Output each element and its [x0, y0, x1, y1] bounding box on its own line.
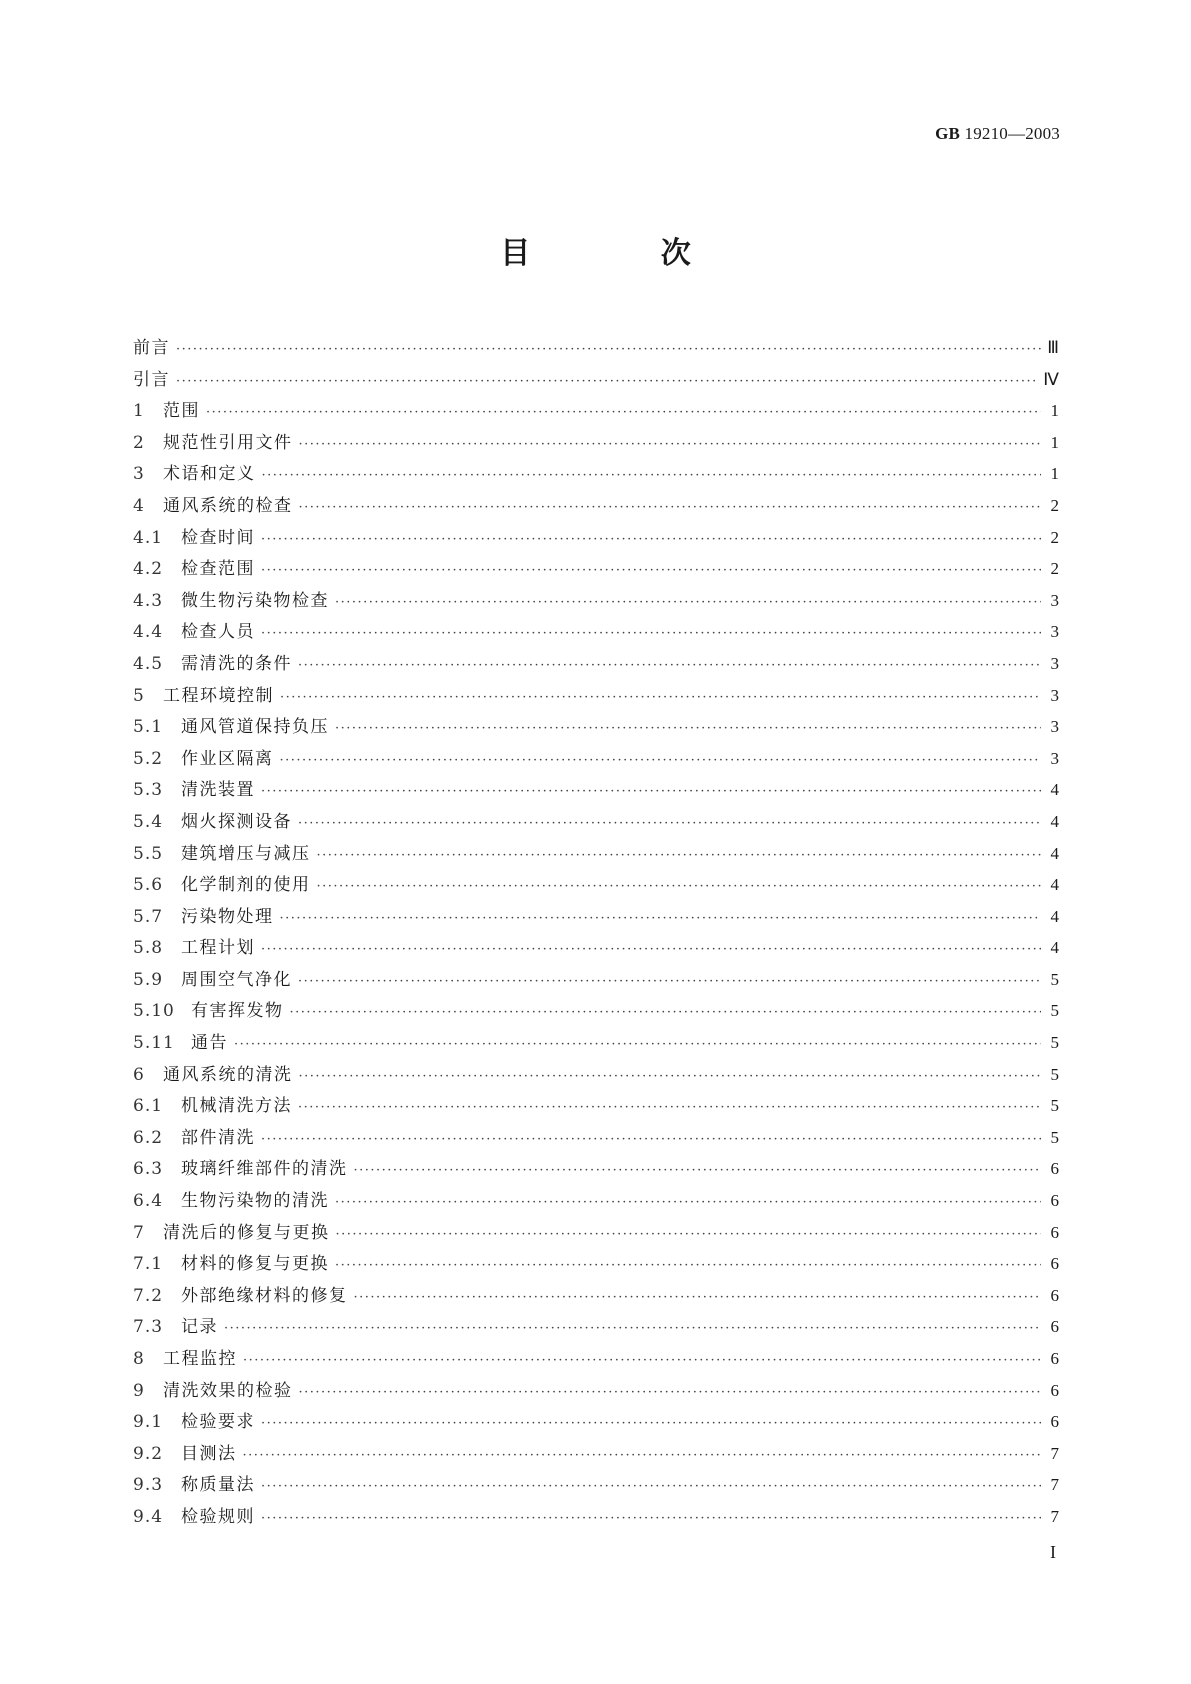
toc-leader-dots [261, 776, 1041, 808]
toc-entry-page: Ⅲ [1047, 338, 1059, 357]
toc-entry-number: 4 [133, 495, 145, 516]
toc-entry-label: 通风系统的清洗 [163, 1064, 293, 1085]
toc-entry-page: 2 [1050, 495, 1059, 515]
toc-leader-dots [298, 808, 1041, 840]
toc-entry[interactable] [133, 490, 1059, 522]
toc-leader-dots [280, 682, 1041, 714]
toc-entry-number: 7 [133, 1222, 145, 1243]
toc-entry[interactable] [133, 869, 1059, 901]
toc-entry-label: 微生物污染物检查 [181, 590, 329, 611]
toc-entry-number: 9.2 [133, 1443, 164, 1464]
toc-entry[interactable] [133, 932, 1059, 964]
toc-entry-number: 5.2 [133, 748, 164, 769]
toc-entry-page: 4 [1050, 906, 1059, 926]
toc-leader-dots [243, 1345, 1041, 1377]
toc-entry[interactable] [133, 1122, 1059, 1154]
toc-leader-dots [336, 1219, 1042, 1251]
toc-entry-label: 外部绝缘材料的修复 [181, 1285, 348, 1306]
toc-entry-label: 需清洗的条件 [181, 653, 292, 674]
toc-entry-page: 6 [1050, 1349, 1059, 1368]
toc-entry[interactable] [133, 680, 1059, 712]
toc-entry-number: 5.10 [133, 1001, 175, 1022]
toc-entry-number: 5.9 [133, 969, 164, 990]
toc-entry-page: 4 [1050, 938, 1059, 958]
toc-entry-page: 6 [1050, 1412, 1059, 1432]
toc-entry-page: 3 [1050, 653, 1059, 673]
toc-entry-page: 4 [1050, 843, 1059, 863]
toc-entry-page: 5 [1050, 1033, 1059, 1053]
toc-entry-label: 周围空气净化 [181, 969, 292, 990]
toc-entry-number: 6.3 [133, 1159, 164, 1180]
toc-entry-number: 7.1 [133, 1254, 164, 1275]
toc-entry[interactable] [133, 1343, 1059, 1375]
toc-entry-number: 4.3 [133, 590, 164, 611]
toc-leader-dots [298, 966, 1041, 998]
toc-entry-page: 6 [1050, 1317, 1059, 1337]
toc-entry[interactable] [133, 806, 1059, 838]
toc-entry-label: 清洗装置 [181, 780, 255, 801]
toc-entry-label: 建筑增压与减压 [181, 843, 311, 864]
toc-entry-label: 作业区隔离 [181, 748, 274, 769]
toc-leader-dots [335, 587, 1041, 619]
toc-entry-number: 4.1 [133, 527, 164, 548]
toc-entry[interactable] [133, 1059, 1059, 1091]
toc-entry[interactable] [133, 1027, 1059, 1059]
toc-entry-number: 1 [133, 401, 145, 422]
toc-entry-label: 通风管道保持负压 [181, 717, 329, 738]
toc-entry-label: 记录 [181, 1317, 218, 1338]
toc-entry-number: 9 [133, 1380, 145, 1401]
toc-entry[interactable] [133, 1311, 1059, 1343]
toc-leader-dots [299, 1377, 1042, 1409]
toc-entry[interactable] [133, 1501, 1059, 1533]
toc-entry-label: 清洗后的修复与更换 [163, 1222, 330, 1243]
toc-entry-page: 1 [1050, 401, 1059, 421]
toc-entry-page: 4 [1050, 811, 1059, 831]
toc-entry-label: 引言 [133, 369, 170, 390]
toc-entry-number: 9.4 [133, 1506, 164, 1527]
toc-entry-label: 检查人员 [181, 622, 255, 643]
toc-entry-number: 9.1 [133, 1412, 164, 1433]
toc-entry[interactable] [133, 332, 1059, 364]
toc-entry-number: 6.4 [133, 1191, 164, 1212]
toc-leader-dots [234, 1029, 1041, 1061]
toc-leader-dots [317, 840, 1042, 872]
toc-leader-dots [261, 1408, 1041, 1440]
toc-entry-page: 5 [1050, 969, 1059, 989]
toc-leader-dots [224, 1313, 1041, 1345]
toc-entry[interactable] [133, 616, 1059, 648]
toc-entry[interactable] [133, 774, 1059, 806]
toc-entry-number: 5 [133, 685, 145, 706]
toc-entry-label: 污染物处理 [181, 906, 274, 927]
toc-entry-label: 通告 [191, 1033, 228, 1054]
toc-entry-number: 4.4 [133, 622, 164, 643]
toc-entry-label: 目测法 [181, 1443, 237, 1464]
toc-entry[interactable] [133, 364, 1059, 396]
toc-entry[interactable] [133, 1090, 1059, 1122]
toc-entry-page: 5 [1050, 1064, 1059, 1084]
toc-entry-page: 3 [1050, 685, 1059, 705]
toc-entry[interactable] [133, 838, 1059, 870]
toc-entry[interactable] [133, 1469, 1059, 1501]
toc-leader-dots [261, 1471, 1041, 1503]
toc-entry-page: 6 [1050, 1191, 1059, 1211]
toc-entry-number: 2 [133, 432, 145, 453]
toc-entry[interactable] [133, 585, 1059, 617]
toc-entry-label: 烟火探测设备 [181, 811, 292, 832]
toc-entry-label: 生物污染物的清洗 [181, 1191, 329, 1212]
toc-entry-number: 7.2 [133, 1285, 164, 1306]
toc-entry[interactable] [133, 522, 1059, 554]
toc-entry-number: 6.2 [133, 1127, 164, 1148]
toc-entry-number: 5.11 [133, 1033, 175, 1054]
toc-entry-label: 玻璃纤维部件的清洗 [181, 1159, 348, 1180]
toc-leader-dots [206, 397, 1041, 429]
toc-entry-label: 前言 [133, 338, 170, 358]
toc-leader-dots [280, 745, 1042, 777]
toc-entry-label: 检查范围 [181, 559, 255, 580]
toc-entry-number: 6.1 [133, 1096, 164, 1117]
toc-entry[interactable] [133, 743, 1059, 775]
toc-entry-page: 7 [1050, 1506, 1059, 1526]
toc-leader-dots [299, 1061, 1042, 1093]
table-of-contents [133, 332, 1059, 1533]
toc-entry-label: 化学制剂的使用 [181, 875, 311, 896]
toc-entry-page: 6 [1050, 1380, 1059, 1400]
toc-entry-label: 范围 [163, 401, 200, 422]
toc-entry[interactable] [133, 964, 1059, 996]
toc-entry[interactable] [133, 648, 1059, 680]
page-title: 目 次 [500, 236, 751, 271]
toc-leader-dots [243, 1440, 1042, 1472]
toc-entry-page: 6 [1050, 1159, 1059, 1179]
toc-entry[interactable] [133, 901, 1059, 933]
toc-leader-dots [317, 871, 1042, 903]
toc-entry[interactable] [133, 1153, 1059, 1185]
toc-entry[interactable] [133, 1217, 1059, 1249]
toc-entry-label: 称质量法 [181, 1475, 255, 1496]
standard-prefix: GB [935, 124, 961, 143]
toc-leader-dots [261, 934, 1041, 966]
toc-entry-label: 工程环境控制 [163, 685, 274, 706]
toc-leader-dots [299, 429, 1042, 461]
toc-entry-label: 工程计划 [181, 938, 255, 959]
toc-leader-dots [280, 903, 1042, 935]
toc-entry-label: 检验要求 [181, 1412, 255, 1433]
toc-entry-page: 2 [1050, 559, 1059, 579]
toc-entry[interactable] [133, 427, 1059, 459]
toc-leader-dots [354, 1155, 1042, 1187]
toc-entry-number: 5.3 [133, 780, 164, 801]
toc-leader-dots [354, 1282, 1042, 1314]
toc-entry-page: 5 [1050, 1001, 1059, 1021]
toc-entry[interactable] [133, 995, 1059, 1027]
toc-leader-dots [261, 555, 1041, 587]
toc-entry-number: 7.3 [133, 1317, 164, 1338]
toc-entry-page: 6 [1050, 1285, 1059, 1305]
toc-entry-label: 检验规则 [181, 1506, 255, 1527]
toc-entry[interactable] [133, 1280, 1059, 1312]
toc-leader-dots [298, 650, 1041, 682]
toc-entry[interactable] [133, 553, 1059, 585]
standard-code: 19210—2003 [964, 124, 1060, 143]
toc-entry-number: 4.2 [133, 559, 164, 580]
toc-entry-label: 工程监控 [163, 1349, 237, 1369]
toc-entry-page: 3 [1050, 590, 1059, 610]
toc-entry-page: 6 [1050, 1254, 1059, 1274]
toc-leader-dots [299, 492, 1042, 524]
toc-leader-dots [261, 618, 1041, 650]
toc-entry-page: 2 [1050, 527, 1059, 547]
toc-entry-number: 5.6 [133, 875, 164, 896]
toc-entry-page: 7 [1050, 1443, 1059, 1463]
toc-entry-number: 8 [133, 1349, 145, 1369]
toc-entry-label: 检查时间 [181, 527, 255, 548]
toc-leader-dots [261, 1503, 1041, 1535]
toc-entry-page: 3 [1050, 748, 1059, 768]
toc-entry-label: 有害挥发物 [191, 1001, 284, 1022]
toc-entry-page: 1 [1050, 464, 1059, 484]
toc-entry-label: 部件清洗 [181, 1127, 255, 1148]
toc-leader-dots [335, 713, 1041, 745]
page-number: I [1050, 1542, 1056, 1562]
toc-entry-page: Ⅳ [1043, 369, 1059, 389]
toc-entry[interactable] [133, 1406, 1059, 1438]
toc-entry-page: 3 [1050, 622, 1059, 642]
toc-entry-page: 5 [1050, 1127, 1059, 1147]
toc-leader-dots [290, 997, 1042, 1029]
toc-entry-page: 4 [1050, 780, 1059, 800]
toc-leader-dots [261, 1124, 1041, 1156]
standard-number [935, 124, 1060, 144]
toc-entry-page: 3 [1050, 717, 1059, 737]
toc-leader-dots [262, 460, 1042, 492]
toc-entry[interactable] [133, 458, 1059, 490]
toc-entry[interactable] [133, 1438, 1059, 1470]
toc-entry-number: 5.4 [133, 811, 164, 832]
toc-entry-label: 规范性引用文件 [163, 432, 293, 453]
toc-entry[interactable] [133, 1185, 1059, 1217]
toc-entry-number: 9.3 [133, 1475, 164, 1496]
toc-entry-label: 机械清洗方法 [181, 1096, 292, 1117]
toc-entry-number: 5.5 [133, 843, 164, 864]
toc-entry-page: 5 [1050, 1096, 1059, 1116]
toc-entry[interactable] [133, 1375, 1059, 1407]
toc-leader-dots [335, 1250, 1041, 1282]
toc-entry-label: 材料的修复与更换 [181, 1254, 329, 1275]
toc-leader-dots [298, 1092, 1041, 1124]
toc-entry-number: 5.7 [133, 906, 164, 927]
toc-entry-page: 6 [1050, 1222, 1059, 1242]
toc-entry-page: 7 [1050, 1475, 1059, 1495]
toc-entry-page: 4 [1050, 875, 1059, 895]
toc-entry-number: 5.8 [133, 938, 164, 959]
toc-entry-label: 通风系统的检查 [163, 495, 293, 516]
toc-entry[interactable] [133, 1248, 1059, 1280]
toc-entry-label: 清洗效果的检验 [163, 1380, 293, 1401]
toc-entry[interactable] [133, 711, 1059, 743]
toc-entry-page: 1 [1050, 432, 1059, 452]
toc-leader-dots [335, 1187, 1041, 1219]
toc-leader-dots [176, 334, 1041, 366]
toc-leader-dots [261, 524, 1041, 556]
toc-entry-number: 3 [133, 464, 145, 485]
toc-leader-dots [176, 366, 1037, 398]
toc-entry-number: 5.1 [133, 717, 164, 738]
toc-entry[interactable] [133, 395, 1059, 427]
toc-entry-label: 术语和定义 [163, 464, 256, 485]
toc-entry-number: 4.5 [133, 653, 164, 674]
toc-entry-number: 6 [133, 1064, 145, 1085]
